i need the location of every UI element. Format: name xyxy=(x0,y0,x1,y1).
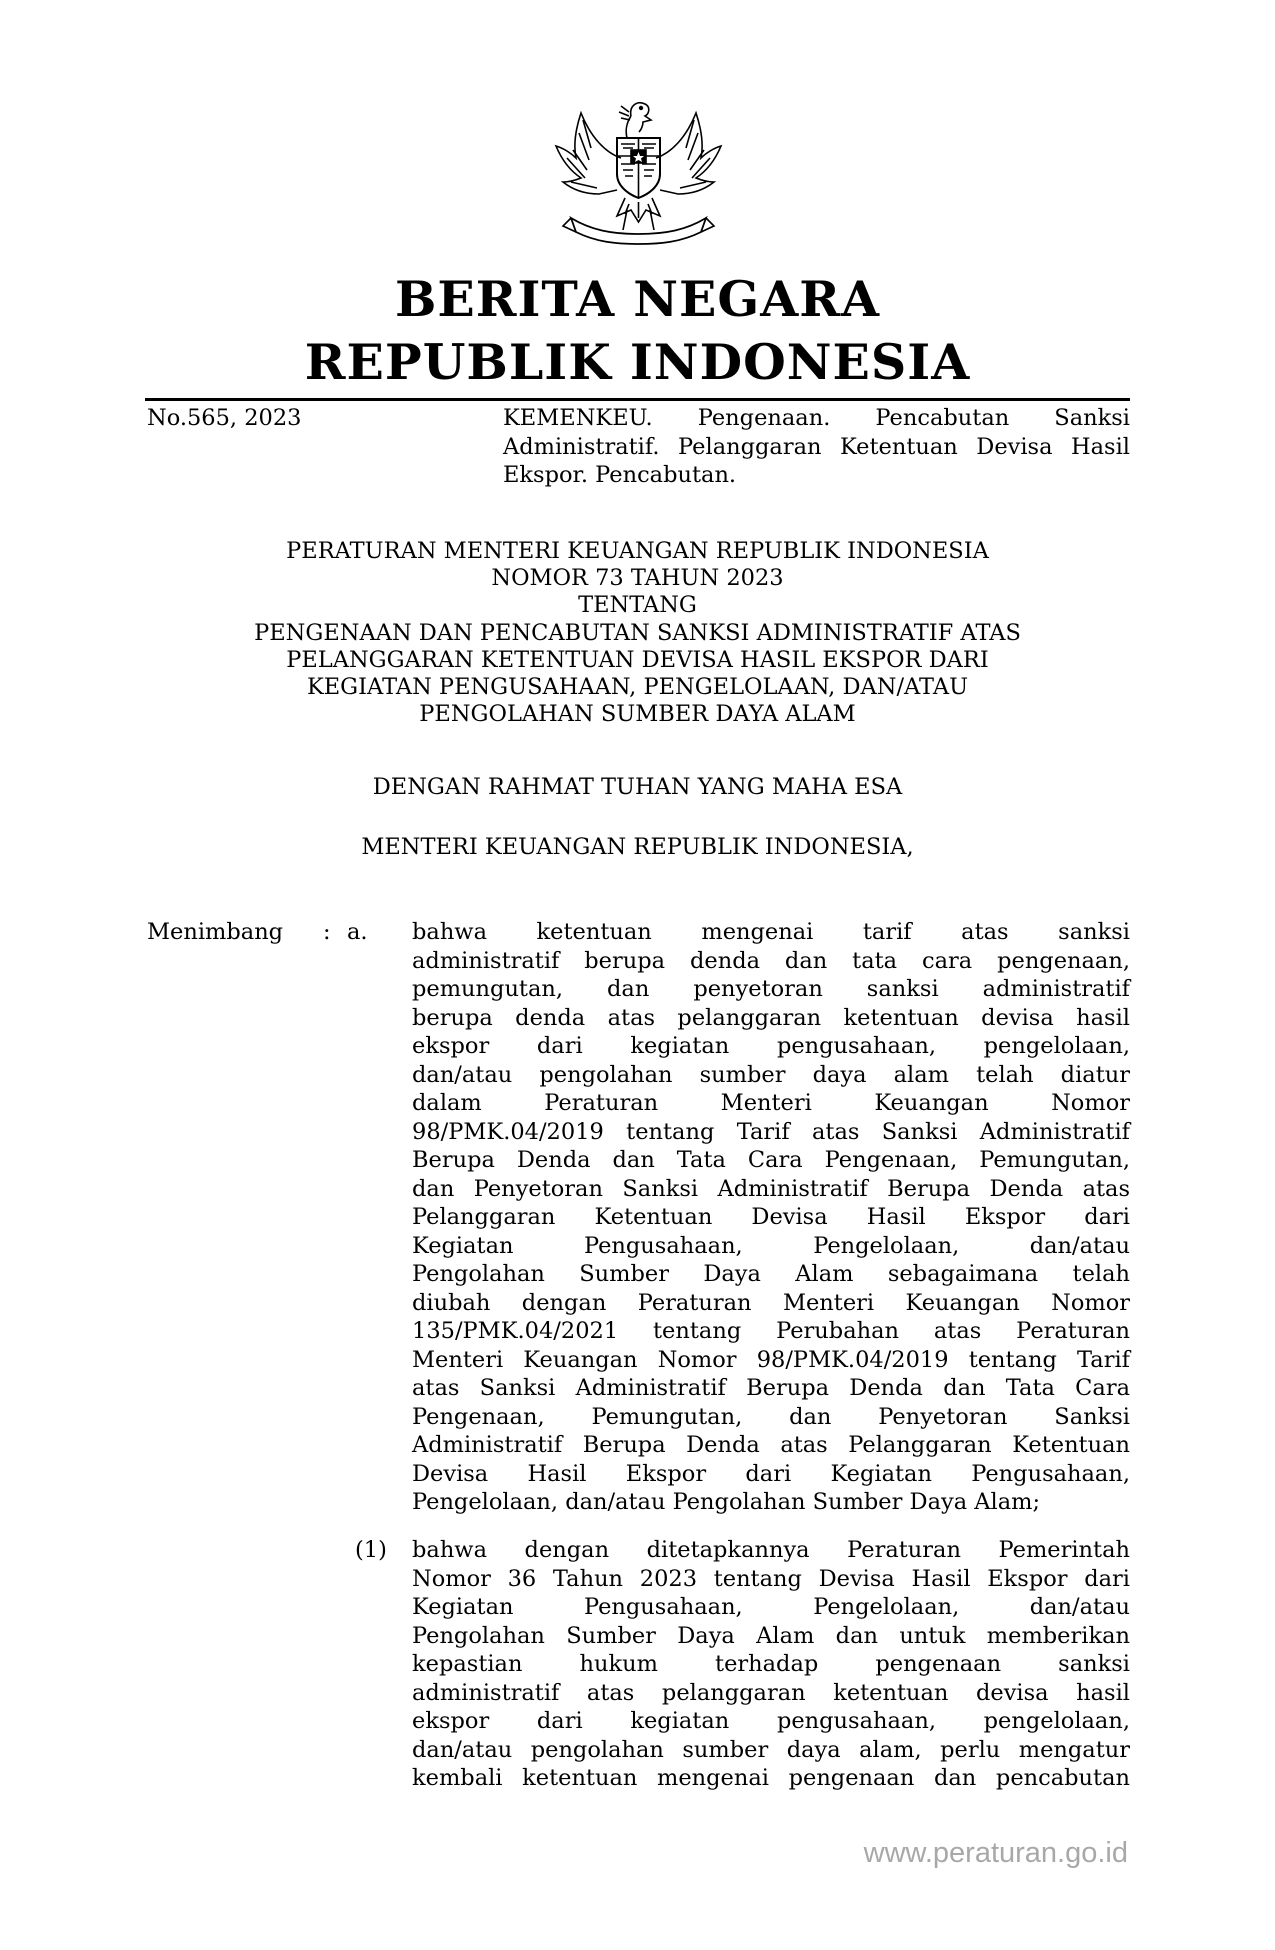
item-line: administratif berupa denda dan tata cara pengenaan, xyxy=(412,947,1130,974)
item-marker: (1) xyxy=(355,1537,387,1563)
garuda-pancasila-emblem-icon xyxy=(551,98,726,250)
item-line: atas Sanksi Administratif Berupa Denda dan Tata Cara xyxy=(412,1375,1130,1401)
menimbang-label: Menimbang xyxy=(147,919,284,945)
consideration-item-a xyxy=(412,918,1130,1517)
regulation-tentang: TENTANG xyxy=(578,592,697,619)
item-line: Kegiatan Pengusahaan, Pengelolaan, dan/atau xyxy=(412,1232,1130,1259)
item-line: Pengelolaan, dan/atau Pengolahan Sumber Daya Alam; xyxy=(412,1489,1041,1515)
item-line: 98/PMK.04/2019 tentang Tarif atas Sanksi Administratif xyxy=(412,1118,1130,1145)
item-line: Menteri Keuangan Nomor 98/PMK.04/2019 tentang Tarif xyxy=(412,1346,1130,1373)
consideration-item-1 xyxy=(412,1536,1130,1793)
regulation-heading xyxy=(0,538,1275,728)
regulation-subject-line: PELANGGARAN KETENTUAN DEVISA HASIL EKSPOR DARI xyxy=(286,646,989,673)
item-line: Pengenaan, Pemungutan, dan Penyetoran Sanksi xyxy=(412,1403,1130,1430)
regulation-subject-line: PENGENAAN DAN PENCABUTAN SANKSI ADMINISTRATIF ATAS xyxy=(254,619,1021,646)
item-line: kepastian hukum terhadap pengenaan sanksi xyxy=(412,1651,1130,1677)
item-line: kembali ketentuan mengenai pengenaan dan pencabutan xyxy=(412,1765,1130,1791)
item-line: Kegiatan Pengusahaan, Pengelolaan, dan/atau xyxy=(412,1594,1130,1620)
item-line: ekspor dari kegiatan pengusahaan, pengelolaan, xyxy=(412,1708,1130,1734)
summary-line: KEMENKEU. Pengenaan. Pencabutan Sanksi xyxy=(503,405,1130,431)
item-line: Pengolahan Sumber Daya Alam dan untuk memberikan xyxy=(412,1622,1130,1649)
item-line: dan/atau pengolahan sumber daya alam telah diatur xyxy=(412,1061,1130,1088)
item-line: Devisa Hasil Ekspor dari Kegiatan Pengusahaan, xyxy=(412,1460,1130,1487)
item-line: Nomor 36 Tahun 2023 tentang Devisa Hasil Ekspor dari xyxy=(412,1565,1130,1592)
item-line: Administratif Berupa Denda atas Pelanggaran Ketentuan xyxy=(412,1432,1130,1458)
regulation-number: NOMOR 73 TAHUN 2023 xyxy=(491,565,784,592)
gazette-title-line1: BERITA NEGARA xyxy=(394,270,880,328)
item-line: bahwa ketentuan mengenai tarif atas sanksi xyxy=(412,919,1130,945)
item-marker: a. xyxy=(347,919,368,945)
regulation-title-line: PERATURAN MENTERI KEUANGAN REPUBLIK INDONESIA xyxy=(286,538,989,564)
item-line: dan Penyetoran Sanksi Administratif Berupa Denda atas xyxy=(412,1175,1130,1202)
item-line: Pengolahan Sumber Daya Alam sebagaimana telah xyxy=(412,1261,1130,1287)
item-line: ekspor dari kegiatan pengusahaan, pengelolaan, xyxy=(412,1033,1130,1059)
item-line: administratif atas pelanggaran ketentuan devisa hasil xyxy=(412,1679,1130,1706)
summary-line: Administratif. Pelanggaran Ketentuan Devisa Hasil xyxy=(503,433,1130,460)
item-line: diubah dengan Peraturan Menteri Keuangan Nomor xyxy=(412,1289,1130,1316)
regulation-subject-line: KEGIATAN PENGUSAHAAN, PENGELOLAAN, DAN/ATAU xyxy=(306,674,969,701)
menimbang-colon: : xyxy=(323,919,331,945)
invocation: DENGAN RAHMAT TUHAN YANG MAHA ESA xyxy=(372,774,903,800)
item-line: dalam Peraturan Menteri Keuangan Nomor xyxy=(412,1090,1130,1116)
source-watermark: www.peraturan.go.id xyxy=(863,1837,1128,1869)
regulation-subject-line: PENGOLAHAN SUMBER DAYA ALAM xyxy=(419,701,856,728)
gazette-summary xyxy=(503,404,1130,490)
issuing-authority: MENTERI KEUANGAN REPUBLIK INDONESIA, xyxy=(361,834,914,860)
summary-line: Ekspor. Pencabutan. xyxy=(503,462,737,488)
gazette-title-line2: REPUBLIK INDONESIA xyxy=(304,333,971,391)
item-line: Berupa Denda dan Tata Cara Pengenaan, Pemungutan, xyxy=(412,1147,1130,1173)
item-line: 135/PMK.04/2021 tentang Perubahan atas Peraturan xyxy=(412,1318,1130,1344)
issue-number: No.565, 2023 xyxy=(147,405,302,431)
item-line: berupa denda atas pelanggaran ketentuan devisa hasil xyxy=(412,1004,1130,1031)
item-line: bahwa dengan ditetapkannya Peraturan Pemerintah xyxy=(412,1537,1130,1563)
item-line: dan/atau pengolahan sumber daya alam, perlu mengatur xyxy=(412,1736,1130,1763)
item-line: pemungutan, dan penyetoran sanksi administratif xyxy=(412,976,1130,1002)
header-divider xyxy=(145,398,1130,401)
item-line: Pelanggaran Ketentuan Devisa Hasil Ekspor dari xyxy=(412,1204,1130,1230)
